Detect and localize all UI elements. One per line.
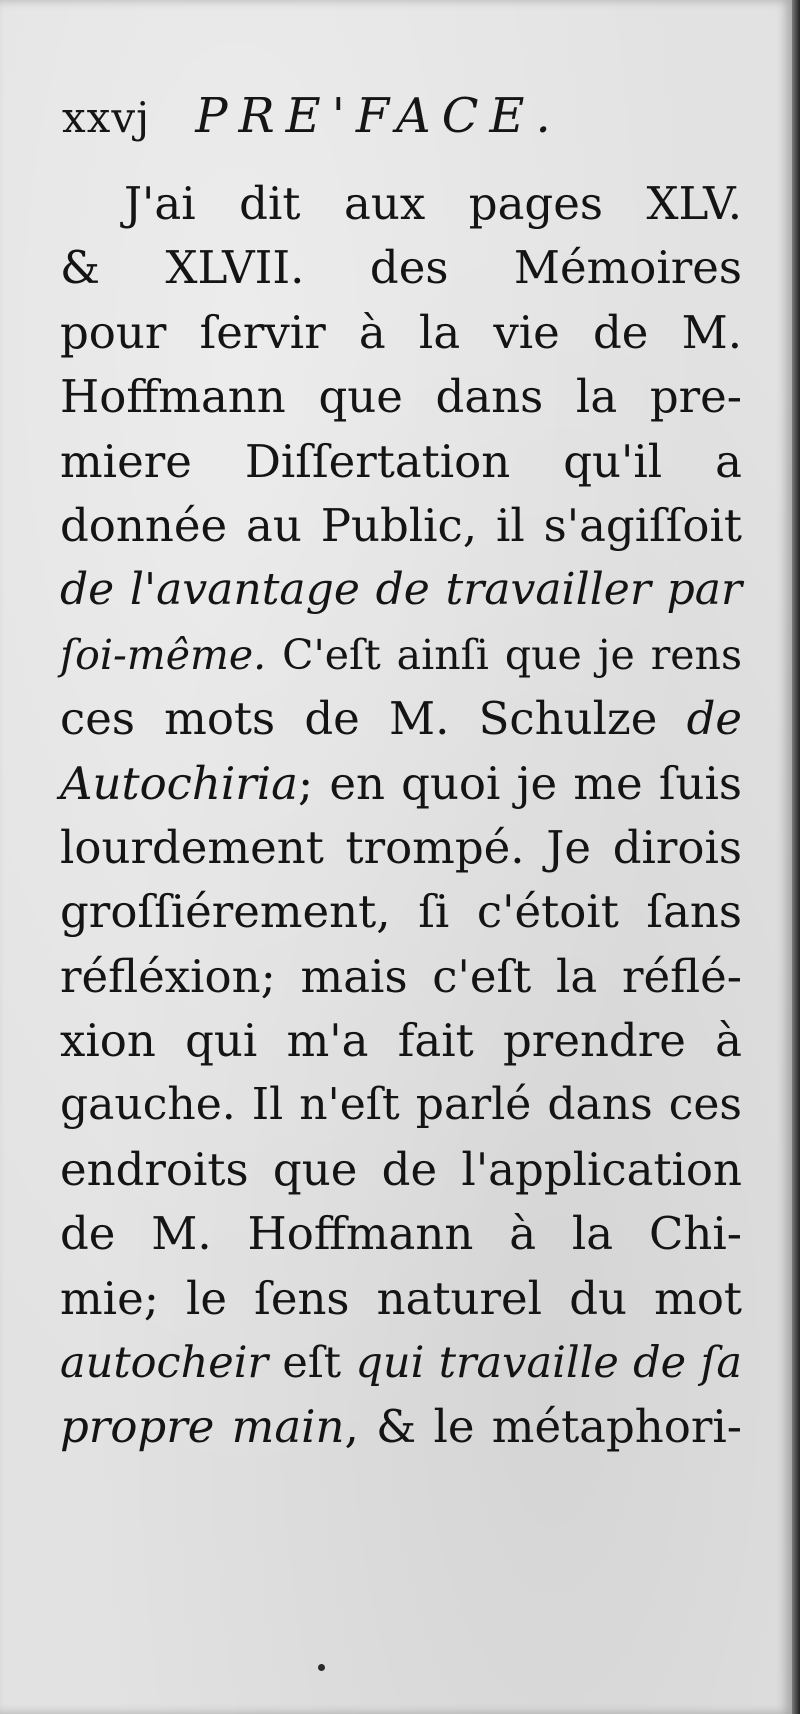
text-line — [60, 1009, 742, 1073]
text-line — [60, 430, 742, 494]
text-run: eſt — [268, 1338, 356, 1389]
text-line — [60, 1267, 742, 1331]
ink-speck — [318, 1664, 325, 1671]
text-line — [60, 1138, 742, 1202]
italic-run: de l'avantage de travailler par — [60, 564, 742, 616]
text-line — [60, 880, 742, 944]
text-run: lourdement trompé. Je dirois — [60, 820, 742, 874]
text-run: pour ſervir à la vie de M. — [60, 305, 742, 359]
italic-run: de — [686, 692, 742, 746]
text-run: & XLVII. des Mémoires — [60, 241, 742, 295]
text-line — [60, 1202, 742, 1266]
text-line — [60, 816, 742, 880]
italic-run: autocheir — [60, 1338, 269, 1389]
text-line — [60, 301, 742, 365]
text-run: groſſiérement, ſi c'étoit ſans — [60, 885, 742, 939]
text-line — [60, 365, 742, 429]
text-run: miere Diſſertation qu'il a — [60, 434, 742, 488]
text-line — [60, 494, 742, 558]
text-run: réfléxion; mais c'eſt la réflé- — [60, 949, 742, 1003]
text-line — [60, 752, 742, 816]
text-line — [60, 945, 742, 1009]
text-line — [60, 1395, 742, 1459]
italic-run: qui travaille de ſa — [355, 1338, 743, 1389]
body-text — [60, 172, 742, 1460]
text-line — [60, 236, 742, 300]
text-run: de M. Hoffmann à la Chi- — [60, 1207, 742, 1261]
running-title: PRE'FACE. — [195, 88, 562, 144]
text-run: , & le métaphori- — [344, 1400, 742, 1454]
text-line — [60, 1331, 742, 1395]
text-line — [60, 687, 742, 751]
italic-run: propre main — [60, 1400, 345, 1454]
page-edge-shadow — [792, 0, 800, 1714]
text-run: donnée au Public, il s'agiſſoit — [60, 498, 742, 552]
text-run: ces mots de M. Schulze — [60, 692, 687, 746]
italic-run: Autochiria — [60, 756, 298, 810]
page-header — [62, 88, 562, 144]
text-run: Hoffmann que dans la pre- — [60, 370, 742, 424]
text-line — [60, 172, 742, 236]
page-number: xxvj — [62, 93, 151, 142]
text-line — [60, 1073, 742, 1137]
text-line — [60, 558, 742, 622]
text-run: endroits que de l'application — [60, 1142, 742, 1196]
text-run: ; en quoi je me ſuis — [297, 756, 742, 810]
text-line — [60, 623, 742, 687]
text-run: gauche. Il n'eſt parlé dans ces — [60, 1079, 742, 1131]
text-run: C'eſt ainſi que je rens — [266, 630, 742, 679]
text-run: J'ai dit aux pages XLV. — [124, 177, 742, 230]
italic-run: ſoi-même. — [60, 630, 267, 679]
text-run: mie; le ſens naturel du mot — [60, 1271, 742, 1325]
text-run: xion qui m'a fait prendre à — [60, 1014, 742, 1068]
